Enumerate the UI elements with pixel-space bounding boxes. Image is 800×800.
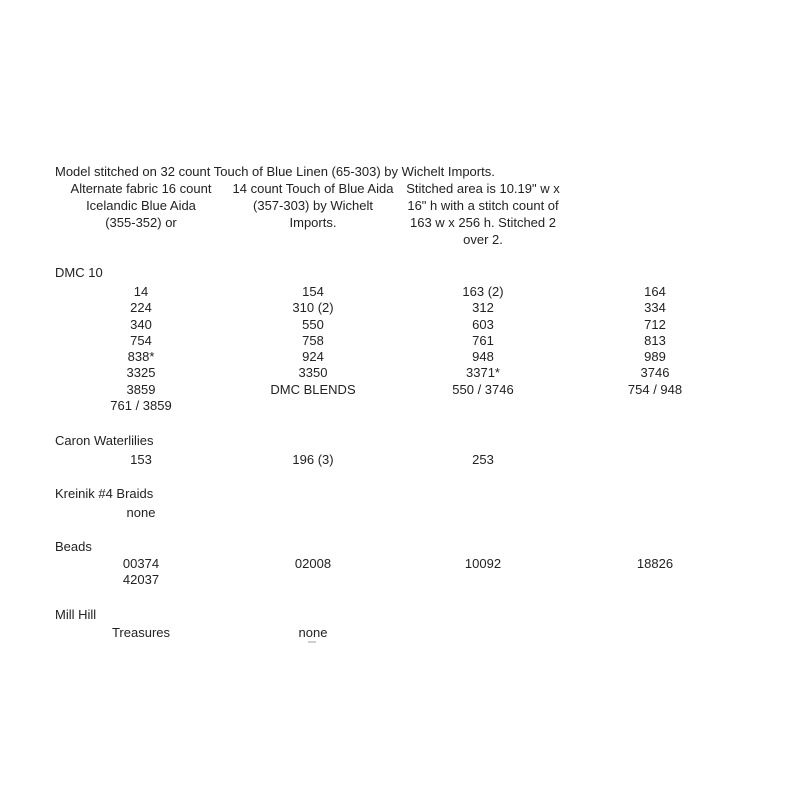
thread-code: 334 xyxy=(644,300,666,316)
thread-code: 948 xyxy=(472,349,494,365)
thread-code: 813 xyxy=(644,332,666,348)
thread-code: 754 xyxy=(130,332,152,348)
thread-blend: 754 / 948 xyxy=(627,381,683,397)
table-row xyxy=(55,452,743,468)
thread-code: 163 (2) xyxy=(462,284,504,299)
mill-hill-grid xyxy=(55,625,743,641)
table-row xyxy=(55,300,743,316)
thread-code: 164 xyxy=(644,284,666,299)
text-line: over 2. xyxy=(463,232,503,247)
table-row xyxy=(55,349,743,365)
mill-hill-item: none xyxy=(298,625,328,640)
thread-code: 3350 xyxy=(298,365,328,381)
thread-code: 989 xyxy=(644,349,666,365)
bead-code: 02008 xyxy=(294,556,332,571)
caron-thread-grid xyxy=(55,452,743,468)
stitched-area-text xyxy=(397,180,569,248)
table-row xyxy=(55,556,743,572)
thread-code: 154 xyxy=(302,284,324,299)
thread-code: none xyxy=(126,505,156,520)
kreinik-thread-grid xyxy=(55,505,743,521)
text-line: Alternate fabric 16 count xyxy=(70,181,212,196)
thread-code: 253 xyxy=(472,452,494,467)
thread-code: 550 xyxy=(302,316,324,332)
thread-blend: 761 / 3859 xyxy=(110,398,172,414)
thread-code: 924 xyxy=(302,349,324,365)
thread-code: 712 xyxy=(644,316,666,332)
thread-code: 310 (2) xyxy=(292,300,334,316)
text-line: 14 count Touch of Blue Aida xyxy=(232,181,394,196)
table-row xyxy=(55,625,743,641)
text-line: (355-352) or xyxy=(105,215,177,230)
table-row xyxy=(55,333,743,349)
text-line: Stitched area is 10.19" w x xyxy=(406,181,560,196)
bead-code: 10092 xyxy=(464,556,502,571)
thread-code: 312 xyxy=(472,300,494,316)
thread-code: 153 xyxy=(130,452,152,467)
thread-code: 3371* xyxy=(466,365,500,381)
table-row xyxy=(55,572,743,588)
fabric-details xyxy=(55,180,575,250)
thread-code: 224 xyxy=(130,300,152,316)
text-line: (357-303) by Wichelt xyxy=(253,198,373,213)
section-title-kreinik: Kreinik #4 Braids xyxy=(55,486,154,501)
thread-code: 758 xyxy=(302,332,324,348)
text-line: Imports. xyxy=(289,215,337,230)
mill-hill-item: Treasures xyxy=(111,625,171,640)
thread-code: 761 xyxy=(472,332,494,348)
section-title-mill-hill: Mill Hill xyxy=(55,607,97,622)
thread-blend: 550 / 3746 xyxy=(452,381,514,397)
table-row xyxy=(55,365,743,381)
thread-code: 196 (3) xyxy=(292,452,334,467)
table-row xyxy=(55,317,743,333)
blends-heading: DMC BLENDS xyxy=(270,381,356,397)
thread-code: 3325 xyxy=(126,365,156,381)
thread-code: 3859 xyxy=(126,381,156,397)
text-fragment xyxy=(308,641,316,643)
thread-code: 603 xyxy=(472,316,494,332)
table-row xyxy=(55,284,743,300)
aida-fabric-text xyxy=(227,180,399,231)
dmc-thread-grid xyxy=(55,284,743,414)
beads-grid xyxy=(55,556,743,589)
thread-code: 838* xyxy=(127,349,155,365)
thread-code: 340 xyxy=(130,316,152,332)
table-row xyxy=(55,505,743,521)
alternate-fabric-text xyxy=(55,180,227,231)
thread-code: 3746 xyxy=(640,365,670,381)
bead-code: 18826 xyxy=(636,556,674,571)
bead-code: 42037 xyxy=(122,572,160,588)
bead-code: 00374 xyxy=(122,556,160,571)
text-line: 163 w x 256 h. Stitched 2 xyxy=(410,215,556,230)
table-row xyxy=(55,398,743,414)
text-line: Icelandic Blue Aida xyxy=(86,198,196,213)
table-row xyxy=(55,382,743,398)
section-title-caron: Caron Waterlilies xyxy=(55,433,154,448)
section-title-beads: Beads xyxy=(55,539,92,554)
section-title-dmc: DMC 10 xyxy=(55,265,103,280)
text-line: 16" h with a stitch count of xyxy=(407,198,559,213)
thread-code: 14 xyxy=(133,284,149,299)
model-fabric-line: Model stitched on 32 count Touch of Blue Linen (65-303) by Wichelt Imports. xyxy=(55,164,495,179)
